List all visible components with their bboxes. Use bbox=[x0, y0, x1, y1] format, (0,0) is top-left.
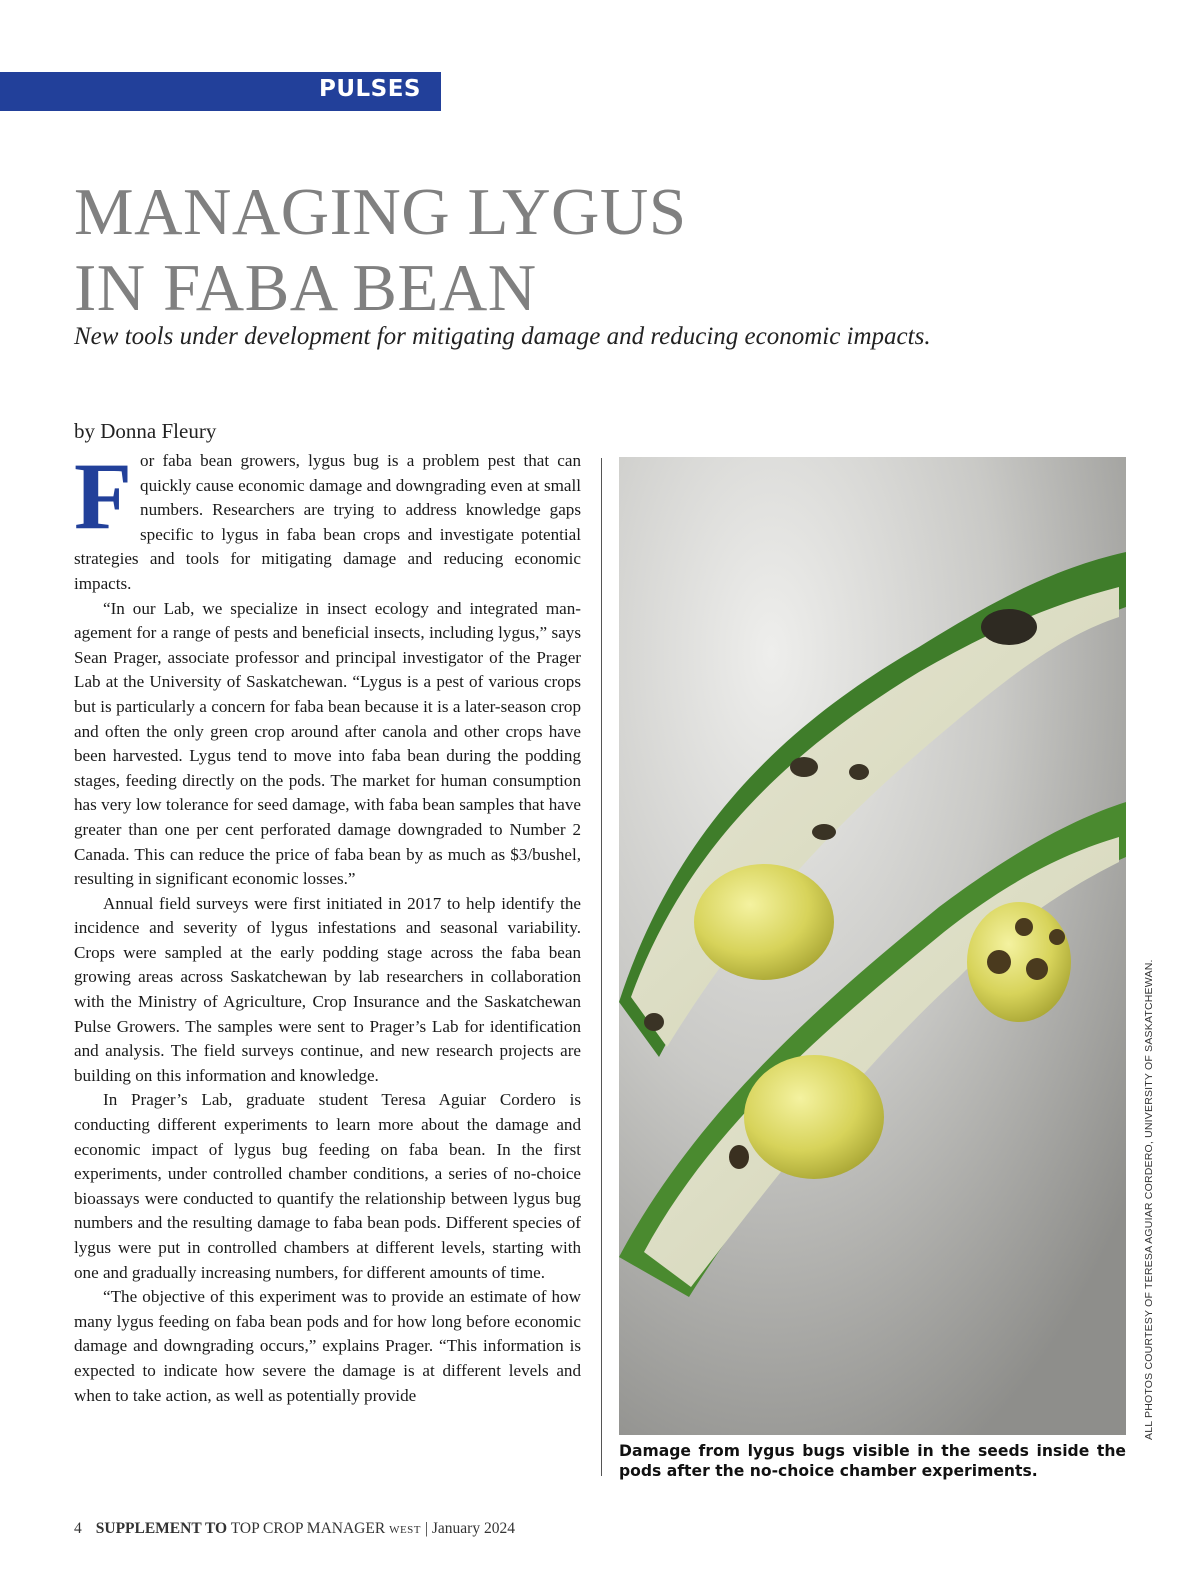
page-number: 4 bbox=[74, 1520, 82, 1537]
byline: by Donna Fleury bbox=[74, 419, 217, 443]
paragraph-5: “The objective of this experiment was to provide an estimate of how many lygus feeding on faba bean pods and for how long before economic damage and downgrading occurs,” explains Prager. “This information is expected to indicate how severe the damage is at different levels and when to take action, as well as potentially provide bbox=[74, 1287, 581, 1405]
title-line-2: IN FABA BEAN bbox=[74, 251, 537, 325]
article-subtitle: New tools under development for mitigating damage and reducing economic impacts. bbox=[74, 323, 931, 350]
title-line-1: MANAGING LYGUS bbox=[74, 175, 687, 249]
paragraph-1-text: or faba bean growers, lygus bug is a problem pest that can quickly cause economic damage and downgrading even at small numbers. Researchers are trying to address knowledge gaps specific to lygus in faba bean crops and investigate potential strategies and tools for mitigating damage and reducing economic impacts. bbox=[74, 451, 581, 593]
section-label: PULSES bbox=[318, 76, 421, 102]
paragraph-1 bbox=[74, 443, 581, 597]
section-banner bbox=[0, 72, 441, 111]
supplement-label: SUPPLEMENT TO bbox=[95, 1520, 228, 1537]
article-body bbox=[74, 443, 581, 1408]
paragraph-3: Annual field surveys were first initiated in 2017 to help identify the incidence and severity of lygus infestations and seasonal variability. Crops were sampled at the early podding stage across the faba bean growing areas across Saskatchewan by lab researchers in collaboration with the Ministry of Agriculture, Crop Insurance and the Saskatchewan Pulse Growers. The samples were sent to Prager’s Lab for identification and analysis. The field surveys continue, and new research projects are building on this information and knowledge. bbox=[74, 893, 581, 1085]
page-footer bbox=[74, 1520, 515, 1538]
magazine-name: TOP CROP MANAGER bbox=[230, 1520, 386, 1537]
issue-date: | January 2024 bbox=[424, 1520, 515, 1537]
edition-label: WEST bbox=[389, 1524, 422, 1536]
photo-credit: ALL PHOTOS COURTESY OF TERESA AGUIAR CORDERO, UNIVERSITY OF SASKATCHEWAN. bbox=[1143, 959, 1155, 1440]
paragraph-4: In Prager’s Lab, graduate student Teresa Aguiar Cordero is conducting different experiments to learn more about the damage and economic impact of lygus bug feeding on faba bean. In the first experiments, under controlled chamber conditions, a series of no-choice bioassays were conducted to quantify the relationship between lygus bug numbers and the resulting damage to faba bean pods. Different species of lygus were put in controlled chambers at different levels, starting with one and gradually increasing numbers, for different amounts of time. bbox=[74, 1090, 581, 1282]
drop-cap: F bbox=[74, 443, 133, 549]
paragraph-2: “In our Lab, we specialize in insect ecology and integrated management for a range of pests and beneficial insects, including lygus,” says Sean Prager, associate professor and principal investigator of the Prager Lab at the University of Saskatchewan. “Lygus is a pest of various crops but is particularly a concern for faba bean because it is a later-season crop and often the only green crop around after canola and other crops have been harvested. Lygus tend to move into faba bean during the podding stages, feeding directly on the pods. The market for human consumption has very low tolerance for seed damage, with faba bean samples that have greater than one per cent perforated damage downgraded to Number 2 Canada. This can reduce the price of faba bean by as much as $3/bushel, resulting in significant economic losses.” bbox=[74, 598, 581, 889]
faba-bean-pod-photo bbox=[619, 457, 1126, 1435]
photo-caption: Damage from lygus bugs visible in the seeds inside the pods after the no-choice chamber experiments. bbox=[619, 1442, 1126, 1480]
pod-illustration bbox=[619, 457, 1126, 1435]
article-title bbox=[74, 174, 687, 326]
column-divider bbox=[601, 458, 602, 1476]
